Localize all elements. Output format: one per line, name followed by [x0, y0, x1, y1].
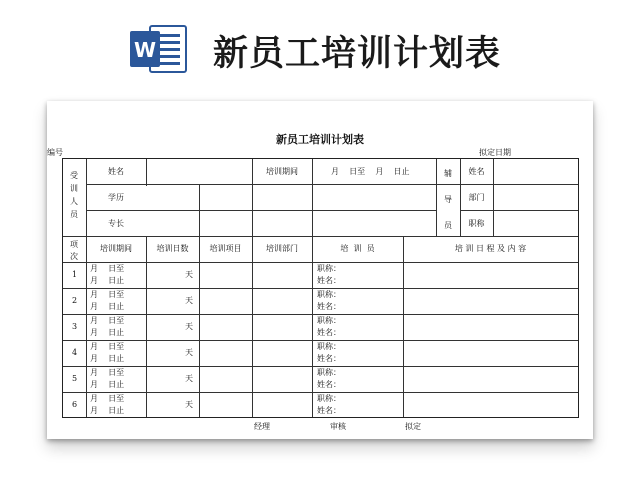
row-end-date: 月 日止	[90, 380, 125, 389]
column-header-period: 培训期间	[100, 244, 132, 253]
row-number: 3	[71, 322, 78, 331]
tutor-department-label: 部门	[468, 193, 485, 202]
row-trainer-title-label: 职称：	[317, 368, 341, 377]
row-trainer-name-label: 姓名：	[317, 276, 341, 285]
row-days-unit: 天	[185, 348, 193, 357]
row-days-unit: 天	[185, 374, 193, 383]
column-header-trainer: 培 训 员	[340, 244, 375, 253]
row-trainer-name-label: 姓名：	[317, 354, 341, 363]
footer-review: 审核	[330, 422, 346, 431]
footer-draft: 拟定	[405, 422, 421, 431]
row-trainer-title-label: 职称：	[317, 342, 341, 351]
page-title: 新员工培训计划表	[213, 34, 502, 74]
row-end-date: 月 日止	[90, 302, 125, 311]
row-start-date: 月 日至	[90, 394, 125, 403]
row-start-date: 月 日至	[90, 342, 125, 351]
document-page	[47, 101, 593, 439]
row-trainer-name-label: 姓名：	[317, 380, 341, 389]
footer-manager: 经理	[254, 422, 270, 431]
tutor-group-label-2: 导	[444, 195, 452, 204]
row-start-date: 月 日至	[90, 290, 125, 299]
row-number: 2	[71, 296, 78, 305]
word-document-icon	[128, 24, 190, 74]
row-end-date: 月 日止	[90, 406, 125, 415]
row-trainer-title-label: 职称：	[317, 394, 341, 403]
row-days-unit: 天	[185, 322, 193, 331]
column-header-item: 培训项目	[209, 244, 242, 253]
row-start-date: 月 日至	[90, 264, 125, 273]
svg-text:W: W	[133, 38, 157, 62]
trainee-name-label: 姓名	[108, 167, 124, 176]
row-number: 5	[71, 374, 78, 383]
item-label-2: 次	[70, 252, 78, 261]
row-number: 1	[71, 270, 78, 279]
trainee-group-label-1: 受	[70, 171, 78, 180]
row-start-date: 月 日至	[90, 316, 125, 325]
row-trainer-title-label: 职称：	[317, 316, 341, 325]
tutor-group-label-1: 辅	[444, 169, 452, 178]
row-trainer-name-label: 姓名：	[317, 328, 341, 337]
number-label: 编号	[47, 148, 63, 157]
row-trainer-name-label: 姓名：	[317, 406, 341, 415]
item-label-1: 项	[70, 240, 78, 249]
tutor-title-label: 职称	[468, 219, 485, 228]
date-label: 拟定日期	[479, 148, 511, 157]
row-trainer-title-label: 职称：	[317, 290, 341, 299]
row-end-date: 月 日止	[90, 328, 125, 337]
period-value: 月 日至 月 日止	[331, 167, 410, 176]
row-days-unit: 天	[185, 400, 193, 409]
trainee-education-label: 学历	[108, 193, 124, 202]
document-title: 新员工培训计划表	[276, 133, 364, 146]
row-days-unit: 天	[185, 296, 193, 305]
preview-header	[0, 0, 640, 96]
row-end-date: 月 日止	[90, 276, 125, 285]
trainee-specialty-label: 专长	[108, 219, 124, 228]
column-header-days: 培训日数	[156, 244, 189, 253]
training-plan-table	[62, 158, 579, 418]
column-header-department: 培训部门	[266, 244, 298, 253]
row-end-date: 月 日止	[90, 354, 125, 363]
trainee-group-label-4: 员	[70, 210, 78, 219]
row-number: 4	[71, 348, 78, 357]
tutor-name-label: 姓名	[468, 167, 485, 176]
trainee-group-label-2: 训	[70, 184, 78, 193]
column-header-schedule: 培 训 日 程 及 内 容	[454, 244, 527, 253]
row-number: 6	[71, 400, 78, 409]
row-trainer-name-label: 姓名：	[317, 302, 341, 311]
row-days-unit: 天	[185, 270, 193, 279]
trainee-group-label-3: 人	[70, 197, 78, 206]
period-label: 培训期间	[266, 167, 298, 176]
row-start-date: 月 日至	[90, 368, 125, 377]
tutor-group-label-3: 员	[444, 221, 452, 230]
row-trainer-title-label: 职称：	[317, 264, 341, 273]
